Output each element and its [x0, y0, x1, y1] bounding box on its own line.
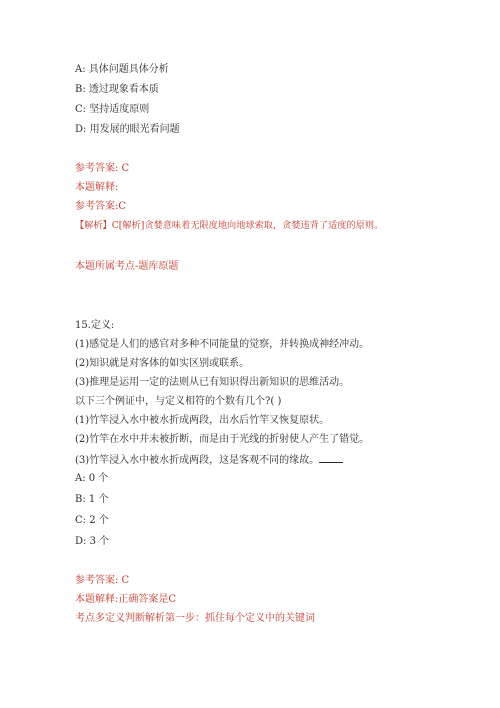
q14-option-a: A: 具体问题具体分析	[75, 64, 169, 75]
q14-option-b: B: 透过现象看本质	[75, 84, 159, 95]
q15-prompt: 以下三个例证中，与定义相符的个数有几个?( )	[75, 396, 282, 407]
q14-option-d: D: 用发展的眼光看问题	[75, 124, 180, 135]
q15-option-b: B: 1 个	[75, 494, 109, 505]
q15-option-d: D: 3 个	[75, 536, 110, 547]
q14-topic: 本题所属考点-题库原题	[75, 261, 179, 272]
q15-explanation: 本题解释:正确答案是C	[75, 594, 177, 605]
q15-definition-1: (1)感觉是人们的感官对多种不同能量的觉察，并转换成神经冲动。	[75, 339, 370, 350]
analysis-text: C[解析]贪婪意味着无限度地向地球索取，贪婪违背了适度的原则。	[111, 220, 384, 231]
example-3-text: (3)竹竿浸入水中被水折成两段，这是客观不同的缘故。	[75, 455, 320, 466]
q14-answer-2: 参考答案:C	[75, 201, 127, 212]
q15-tip: 考点多定义判断解析第一步：抓住每个定义中的关键词	[75, 613, 315, 624]
q15-example-1: (1)竹竿浸入水中被水折成两段，出水后竹竿又恢复原状。	[75, 415, 330, 426]
q15-title: 15.定义:	[75, 320, 115, 331]
answer-blank	[319, 453, 343, 463]
q14-analysis	[75, 220, 383, 232]
q15-definition-2: (2)知识就是对客体的如实区别或联系。	[75, 358, 250, 369]
q15-example-3	[75, 453, 343, 467]
q14-explanation-label: 本题解释:	[75, 182, 119, 193]
q15-answer: 参考答案: C	[75, 575, 130, 586]
q15-option-a: A: 0 个	[75, 473, 109, 484]
q14-answer: 参考答案: C	[75, 163, 130, 174]
q14-option-c: C: 坚持适度原则	[75, 104, 150, 115]
analysis-tag: 【解析】	[75, 220, 112, 231]
q15-definition-3: (3)推理是运用一定的法则从已有知识得出新知识的思维活动。	[75, 377, 350, 388]
q15-option-c: C: 2 个	[75, 515, 109, 526]
q15-example-2: (2)竹竿在水中并未被折断，而是由于光线的折射使人产生了错觉。	[75, 434, 370, 445]
